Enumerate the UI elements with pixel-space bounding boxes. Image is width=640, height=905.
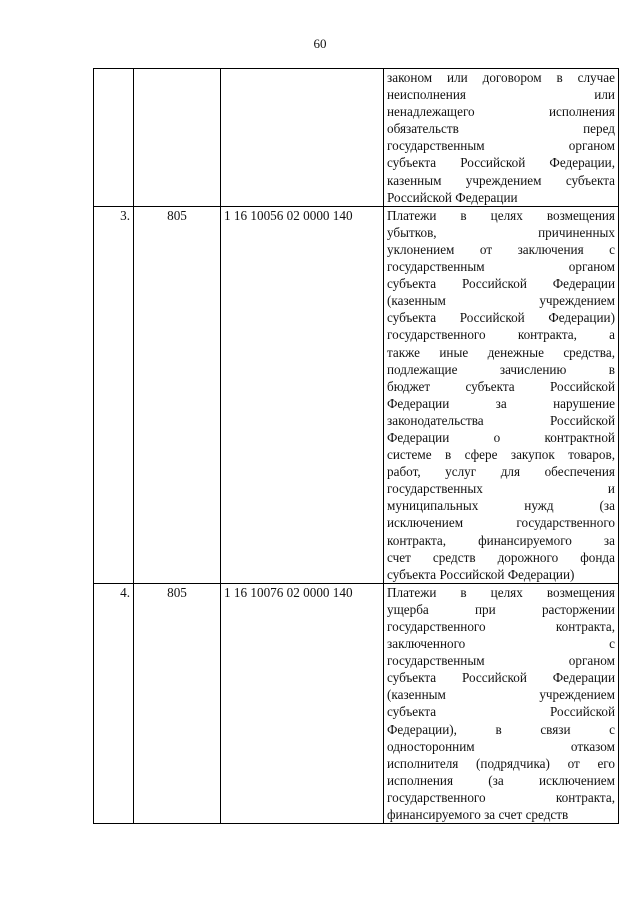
- revenue-name-line: ущерба при расторжении: [387, 601, 615, 617]
- revenue-name-line: Федерации за нарушение: [387, 395, 615, 411]
- revenue-name-line: заключенного с: [387, 636, 615, 652]
- revenue-name-line: убытков, причиненных: [387, 224, 615, 240]
- revenue-name-line: субъекта Российской Федерации: [387, 276, 615, 292]
- revenue-name-line: государственным органом: [387, 653, 615, 669]
- revenue-name-line: счет средств дорожного фонда: [387, 549, 615, 565]
- revenue-name-cell: [384, 583, 619, 823]
- revenue-name-line: односторонним отказом: [387, 738, 615, 754]
- revenue-name-line: бюджет субъекта Российской: [387, 378, 615, 394]
- row-number-cell: [94, 69, 134, 207]
- revenue-name-line: обязательств перед: [387, 121, 615, 137]
- revenue-name-line: муниципальных нужд (за: [387, 498, 615, 514]
- revenue-name-line: субъекта Российской Федерации,: [387, 155, 615, 171]
- revenue-name-line: подлежащие зачислению в: [387, 361, 615, 377]
- revenue-name-line: исполнения (за исключением: [387, 772, 615, 788]
- table-body: [94, 69, 619, 824]
- revenue-name-line: субъекта Российской Федерации): [387, 310, 615, 326]
- revenue-name-line: государственного контракта,: [387, 619, 615, 634]
- table-row: [94, 206, 619, 583]
- revenue-name-line: исключением государственного: [387, 515, 615, 531]
- row-number-cell: 3.: [94, 206, 134, 583]
- revenue-name-line: Федерации), в связи с: [387, 721, 615, 737]
- budget-classification-code-cell: [221, 69, 384, 207]
- revenue-name-line: (казенным учреждением: [387, 687, 615, 703]
- revenue-name-line: также иные денежные средства,: [387, 344, 615, 360]
- table-row: [94, 69, 619, 207]
- revenue-name-line: Российской Федерации: [387, 189, 518, 205]
- revenue-name-line: уклонением от заключения с: [387, 241, 615, 257]
- revenue-name-line: казенным учреждением субъекта: [387, 172, 615, 188]
- revenue-name-cell: [384, 69, 619, 207]
- table-row: [94, 583, 619, 823]
- revenue-name-line: законодательства Российской: [387, 412, 615, 428]
- revenue-name-line: государственного контракта, а: [387, 327, 615, 343]
- revenue-name-line: ненадлежащего исполнения: [387, 104, 615, 120]
- revenue-name-cell: [384, 206, 619, 583]
- administrator-code-cell: 805: [134, 583, 221, 823]
- budget-classification-code-cell: 1 16 10056 02 0000 140: [221, 206, 384, 583]
- budget-codes-table: [93, 68, 619, 824]
- revenue-name-line: субъекта Российской Федерации): [387, 566, 575, 582]
- administrator-code-cell: 805: [134, 206, 221, 583]
- revenue-name-line: работ, услуг для обеспечения: [387, 464, 615, 480]
- revenue-name-line: государственного контракта,: [387, 789, 615, 805]
- budget-classification-code-cell: 1 16 10076 02 0000 140: [221, 583, 384, 823]
- revenue-name-line: исполнителя (подрядчика) от его: [387, 755, 615, 771]
- revenue-name-line: контракта, финансируемого за: [387, 532, 615, 548]
- row-number-cell: 4.: [94, 583, 134, 823]
- revenue-name-line: системе в сфере закупок товаров,: [387, 447, 615, 463]
- administrator-code-cell: [134, 69, 221, 207]
- revenue-name-line: субъекта Российской Федерации: [387, 670, 615, 686]
- revenue-name-line: законом или договором в случае: [387, 70, 615, 85]
- revenue-name-line: государственным органом: [387, 259, 615, 275]
- revenue-name-line: Платежи в целях возмещения: [387, 584, 615, 600]
- revenue-name-line: субъекта Российской: [387, 704, 615, 720]
- revenue-name-line: финансируемого за счет средств: [387, 807, 569, 823]
- page-number: 60: [313, 36, 327, 51]
- revenue-name-line: Платежи в целях возмещения: [387, 207, 615, 223]
- revenue-name-line: неисполнения или: [387, 87, 615, 103]
- revenue-name-line: государственных и: [387, 481, 615, 497]
- revenue-name-line: Федерации о контрактной: [387, 429, 615, 445]
- revenue-name-line: (казенным учреждением: [387, 293, 615, 309]
- revenue-name-line: государственным органом: [387, 138, 615, 154]
